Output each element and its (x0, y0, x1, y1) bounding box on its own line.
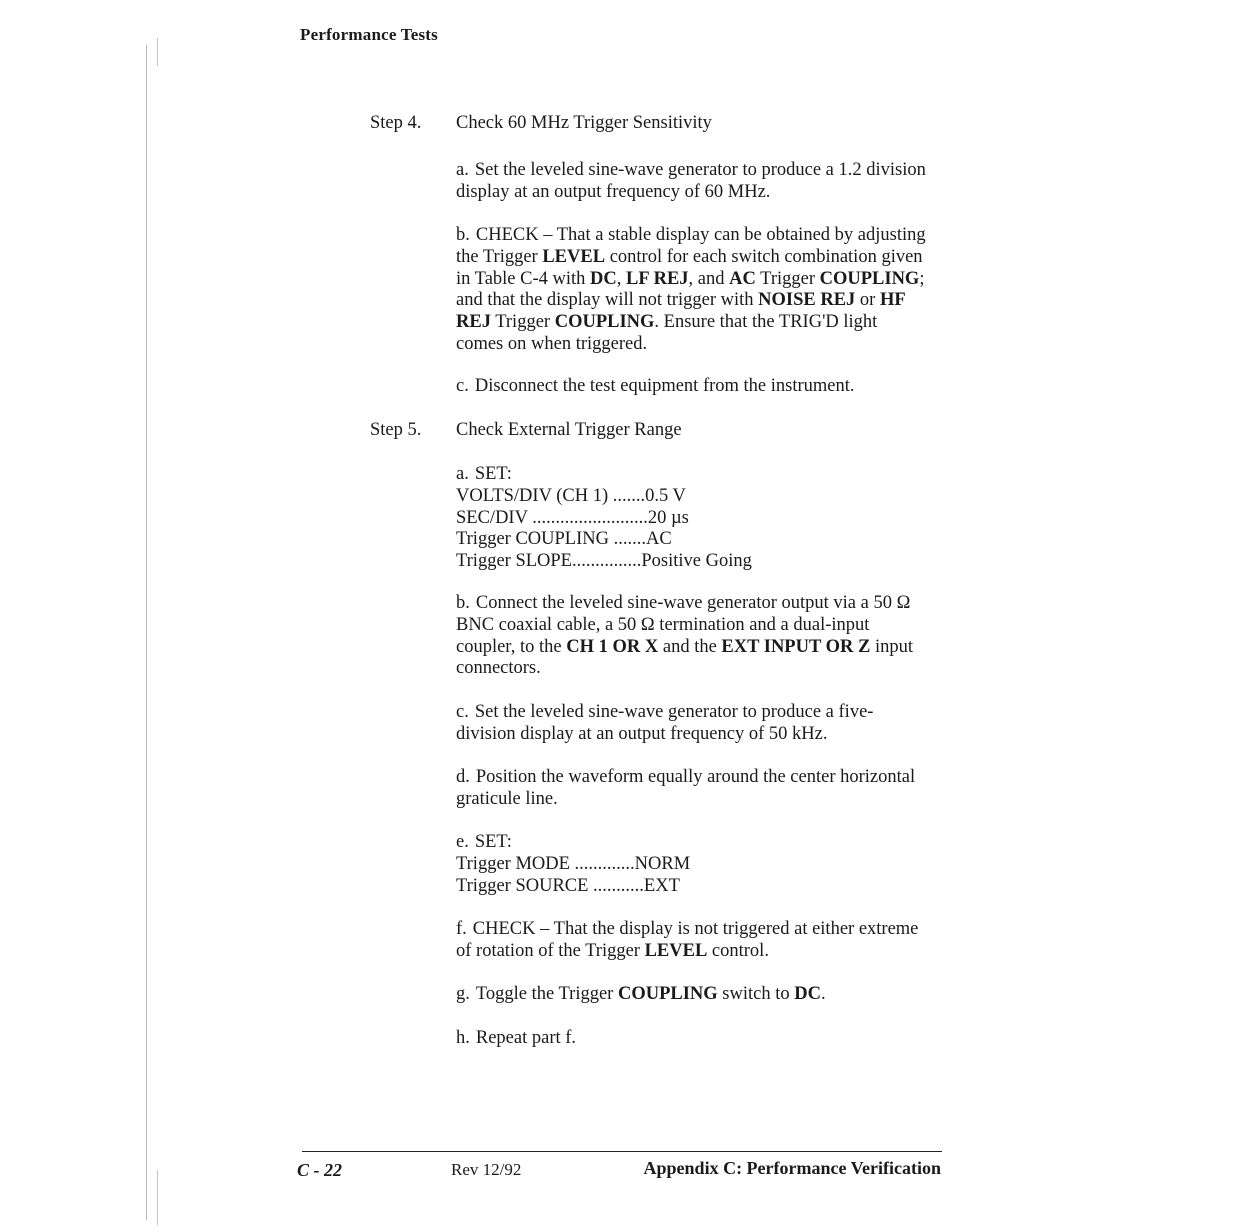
running-header: Performance Tests (300, 25, 438, 44)
step-5-a-settings (456, 464, 936, 573)
setting-row: VOLTS/DIV (CH 1) .......0.5 V (456, 485, 686, 506)
margin-tick-mark (157, 1170, 158, 1225)
item-letter: a. (456, 464, 469, 484)
item-text: Set the leveled sine-wave generator to produce a five-division display at an output frequency of 50 kHz. (456, 702, 874, 744)
set-heading: SET: (474, 464, 512, 484)
step-5-e-settings (456, 832, 936, 897)
step-4-c-paragraph (456, 376, 936, 398)
item-letter: h. (456, 1028, 470, 1048)
appendix-title: Appendix C: Performance Verification (643, 1158, 941, 1178)
step-4-label: Step 4. (370, 113, 422, 133)
text-run: . (820, 984, 826, 1004)
connector-name: CH 1 OR X (566, 636, 659, 657)
text-run: and the (658, 636, 722, 657)
setting-row: Trigger MODE .............NORM (456, 853, 691, 874)
item-letter: g. (456, 984, 470, 1004)
text-run: switch to (717, 984, 795, 1004)
item-text: Repeat part f. (475, 1028, 577, 1048)
item-text: Position the waveform equally around the center horizontal graticule line. (456, 767, 916, 809)
step-4-title: Check 60 MHz Trigger Sensitivity (456, 113, 712, 133)
item-letter: d. (456, 767, 470, 787)
setting-row: Trigger SOURCE ...........EXT (456, 875, 680, 896)
text-run: , (616, 268, 627, 289)
item-letter: f. (456, 919, 467, 939)
control-name: LEVEL (542, 246, 606, 267)
step-5-c-paragraph (456, 702, 930, 746)
setting-row: Trigger SLOPE...............Positive Going (456, 551, 752, 572)
control-name: LEVEL (644, 940, 708, 961)
step-5-f-paragraph (456, 919, 926, 963)
set-heading: SET: (474, 832, 512, 852)
text-run: Toggle the Trigger (475, 984, 618, 1004)
item-letter: a. (456, 160, 469, 180)
binding-margin-line (146, 45, 147, 1220)
text-run: control for each switch combination given in Table C-4 with (456, 246, 923, 289)
step-5-title: Check External Trigger Range (456, 420, 682, 440)
setting-row: SEC/DIV .........................20 µs (456, 507, 689, 528)
text-run: control. (707, 940, 769, 961)
settings-heading (456, 832, 936, 854)
step-5-b-paragraph (456, 593, 930, 680)
control-name: LF REJ (626, 268, 689, 289)
text-run: input connectors. (456, 636, 913, 679)
step-5-g-paragraph (456, 984, 936, 1006)
control-name: AC (729, 268, 756, 289)
control-name: HF REJ (456, 290, 905, 333)
text-run: Trigger (490, 312, 555, 333)
text-run: CHECK – That the display is not triggered at either extreme of rotation of the Trigger (456, 919, 919, 961)
text-run: , and (688, 268, 730, 289)
item-letter: b. (456, 225, 470, 245)
text-run: Connect the leveled sine-wave generator output via a 50 Ω BNC coaxial cable, a 50 Ω termination and a dual-input coupler, to the (456, 593, 911, 657)
item-letter: b. (456, 593, 470, 613)
step-5-h-paragraph (456, 1028, 936, 1050)
setting-row: Trigger COUPLING .......AC (456, 529, 672, 550)
margin-tick-mark (157, 38, 158, 66)
step-4-b-paragraph (456, 225, 928, 356)
item-letter: e. (456, 832, 469, 852)
item-letter: c. (456, 702, 469, 722)
step-5-label: Step 5. (370, 420, 422, 440)
text-run: . Ensure that the TRIG'D light comes on when triggered. (456, 312, 878, 354)
step-5-d-paragraph (456, 767, 916, 811)
settings-heading (456, 464, 936, 486)
control-name: NOISE REJ (758, 290, 856, 311)
step-4-a-paragraph (456, 160, 934, 204)
footer-divider (302, 1151, 942, 1152)
revision-label: Rev 12/92 (451, 1160, 522, 1179)
page-number: C - 22 (297, 1160, 342, 1180)
text-run: ; and that the display will not trigger with (456, 268, 925, 311)
item-letter: c. (456, 376, 469, 396)
control-name: COUPLING (819, 268, 920, 289)
item-text: Disconnect the test equipment from the instrument. (474, 376, 855, 396)
control-name: COUPLING (554, 312, 655, 333)
control-name: COUPLING (617, 984, 718, 1004)
control-name: DC (590, 268, 617, 289)
item-text: Set the leveled sine-wave generator to produce a 1.2 division display at an output frequency of 60 MHz. (456, 160, 926, 202)
text-run: or (855, 290, 880, 311)
text-run: Trigger (755, 268, 820, 289)
text-run: CHECK – That a stable display can be obtained by adjusting the Trigger (456, 225, 926, 267)
connector-name: EXT INPUT OR Z (721, 636, 871, 657)
control-name: DC (794, 984, 821, 1004)
